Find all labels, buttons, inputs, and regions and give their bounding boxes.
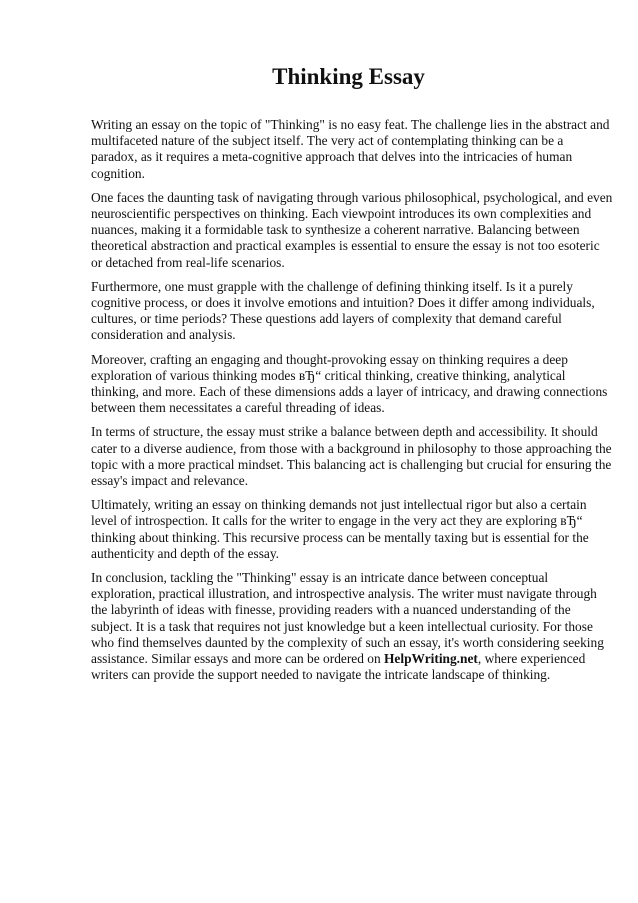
text-line: subject. It is a task that requires not just knowledge but a keen intellectual curiosity. For those (91, 618, 593, 634)
text-line: Ultimately, writing an essay on thinking demands not just intellectual rigor but also a certain (91, 497, 587, 513)
paragraph-3 (91, 279, 594, 344)
text-line: between them necessitates a careful threading of ideas. (91, 400, 385, 416)
text-line: the labyrinth of ideas with finesse, providing readers with a nuanced understanding of the (91, 602, 571, 618)
text-line: or detached from real-life scenarios. (91, 254, 285, 270)
text-segment: assistance. Similar essays and more can be ordered on (91, 651, 385, 667)
text-line: theoretical abstraction and practical examples is essential to ensure the essay is not too esoteric (91, 238, 600, 254)
text-line-with-link (91, 651, 594, 667)
text-line: cognitive process, or does it involve emotions and intuition? Does it differ among individuals, (91, 295, 595, 311)
text-line: In terms of structure, the essay must strike a balance between depth and accessibility. It should (91, 424, 598, 440)
text-line: writers can provide the support needed to navigate the intricate landscape of thinking. (91, 667, 551, 683)
text-line: cognition. (91, 165, 145, 181)
page-title: Thinking Essay (272, 64, 425, 89)
paragraph-6 (91, 497, 594, 562)
text-line: consideration and analysis. (91, 327, 236, 343)
text-line: In conclusion, tackling the "Thinking" essay is an intricate dance between conceptual (91, 570, 549, 586)
paragraph-4 (91, 351, 608, 417)
text-line: multifaceted nature of the subject itself. The very act of contemplating thinking can be a (91, 133, 564, 149)
text-line: authenticity and depth of the essay. (91, 545, 280, 561)
text-line: Moreover, crafting an engaging and thought-provoking essay on thinking requires a deep (91, 351, 568, 367)
paragraph-1 (91, 117, 610, 182)
text-line: One faces the daunting task of navigating through various philosophical, psychological, and even (91, 189, 613, 205)
paragraph-2 (91, 189, 613, 271)
text-line: exploration of various thinking modes вЂ“ critical thinking, creative thinking, analytical (91, 367, 566, 383)
text-line: Writing an essay on the topic of "Thinking" is no easy feat. The challenge lies in the abstract and (91, 117, 610, 132)
text-line: cater to a diverse audience, from those with a background in philosophy to those approaching the (91, 440, 612, 456)
text-line: essay's impact and relevance. (91, 473, 249, 489)
text-line: nuances, making it a formidable task to synthesize a coherent narrative. Balancing between (91, 222, 580, 238)
text-line: thinking, and more. Each of these dimensions adds a layer of intricacy, and drawing connections (91, 384, 608, 400)
text-line: paradox, as it requires a meta-cognitive approach that delves into the intricacies of human (91, 149, 573, 165)
paragraph-7 (91, 570, 604, 683)
text-line: topic with a more practical mindset. This balancing act is challenging but crucial for ensuring the (91, 456, 612, 472)
paragraph-5 (91, 424, 612, 489)
text-line: cultures, or time periods? These questions add layers of complexity that demand careful (91, 311, 562, 327)
helpwriting-link[interactable]: HelpWriting.net (384, 651, 478, 667)
text-line: exploration, practical illustration, and introspective analysis. The writer must navigate through (91, 586, 597, 602)
text-line: Furthermore, one must grapple with the challenge of defining thinking itself. Is it a purely (91, 278, 573, 294)
text-line: thinking about thinking. This recursive process can be mentally taxing but is essential for the (91, 529, 589, 545)
text-segment: , where experienced (477, 651, 586, 667)
text-line: who find themselves daunted by the complexity of such an essay, it's worth considering seeking (91, 634, 604, 650)
text-line: neuroscientific perspectives on thinking. Each viewpoint introduces its own complexities and (91, 206, 592, 222)
text-line: level of introspection. It calls for the writer to engage in the very act they are exploring вЂ“ (91, 513, 583, 529)
